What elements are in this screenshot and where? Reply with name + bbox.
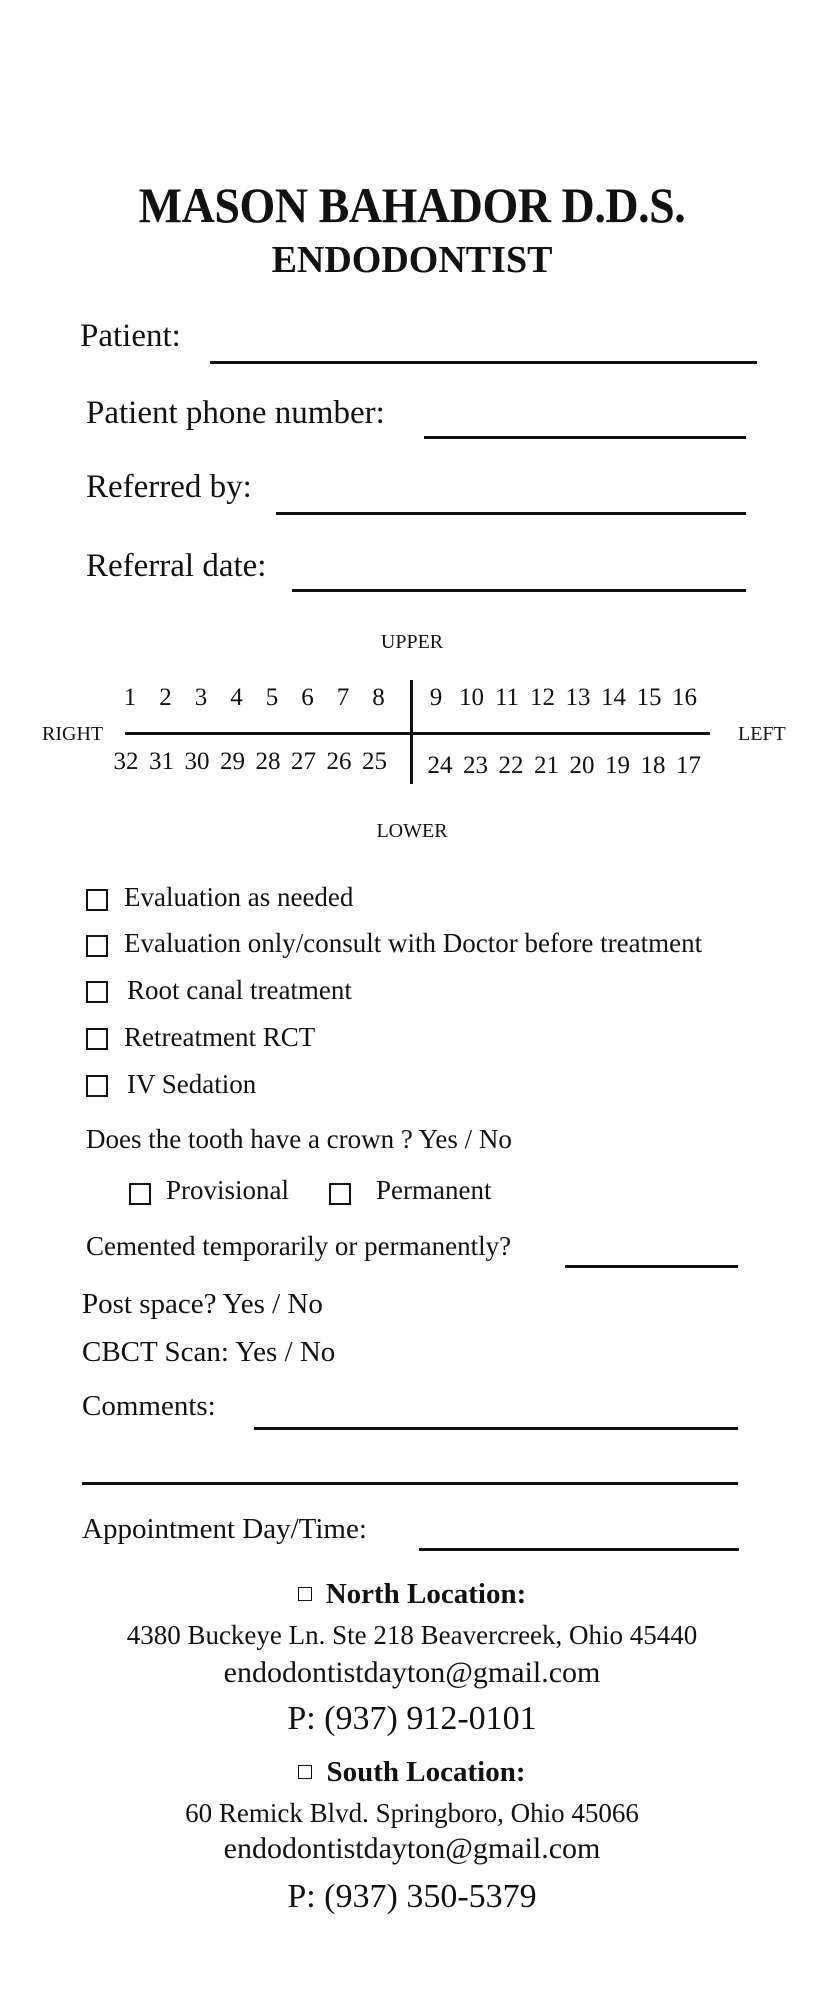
- tooth-number[interactable]: 16: [672, 684, 697, 711]
- practice-specialty: ENDODONTIST: [271, 239, 553, 281]
- tooth-number[interactable]: 8: [372, 684, 385, 711]
- patient-field[interactable]: [210, 361, 757, 364]
- tooth-number[interactable]: 18: [640, 752, 666, 779]
- post-space-question: Post space? Yes / No: [82, 1288, 323, 1320]
- permanent-label: Permanent: [376, 1175, 492, 1205]
- south-location-address: 60 Remick Blvd. Springboro, Ohio 45066: [185, 1798, 639, 1828]
- tooth-number[interactable]: 14: [601, 684, 626, 711]
- tooth-number[interactable]: 10: [459, 684, 484, 711]
- option-label: Evaluation as needed: [124, 882, 354, 912]
- checkbox-evaluation-only[interactable]: [86, 935, 108, 957]
- referral-date-field[interactable]: [292, 589, 746, 592]
- south-location-heading: [0, 1756, 824, 1789]
- option-label: Root canal treatment: [127, 975, 352, 1005]
- tooth-number[interactable]: 17: [676, 752, 701, 779]
- patient-phone-field[interactable]: [424, 436, 746, 439]
- south-location-email: endodontistdayton@gmail.com: [223, 1832, 601, 1865]
- tooth-number[interactable]: 13: [565, 684, 591, 711]
- south-location-title: South Location:: [326, 1756, 526, 1788]
- comments-field-line-1[interactable]: [254, 1427, 738, 1430]
- lower-label: LOWER: [376, 820, 448, 842]
- tooth-number[interactable]: 2: [159, 684, 172, 711]
- checkbox-retreatment-rct[interactable]: [86, 1028, 108, 1050]
- north-location-email: endodontistdayton@gmail.com: [223, 1656, 601, 1689]
- south-location-phone: P: (937) 350-5379: [287, 1878, 537, 1915]
- tooth-number[interactable]: 11: [494, 684, 520, 711]
- referred-by-label: Referred by:: [86, 469, 252, 505]
- tooth-number[interactable]: 20: [569, 752, 595, 779]
- tooth-number[interactable]: 6: [301, 684, 314, 711]
- right-label: RIGHT: [42, 723, 104, 745]
- tooth-number[interactable]: 23: [463, 752, 488, 779]
- option-label: Retreatment RCT: [124, 1022, 316, 1052]
- tooth-number[interactable]: 4: [230, 684, 243, 711]
- north-location-address: 4380 Buckeye Ln. Ste 218 Beavercreek, Ohio 45440: [126, 1620, 698, 1650]
- tooth-number[interactable]: 31: [149, 748, 174, 775]
- upper-label: UPPER: [380, 631, 444, 653]
- north-location-heading: [0, 1578, 824, 1611]
- tooth-number[interactable]: 1: [123, 684, 137, 711]
- cemented-label: Cemented temporarily or permanently?: [86, 1231, 512, 1261]
- cemented-field[interactable]: [565, 1265, 738, 1268]
- tooth-number[interactable]: 12: [530, 684, 555, 711]
- tooth-number[interactable]: 9: [429, 684, 443, 711]
- tooth-number[interactable]: 27: [291, 748, 316, 775]
- tooth-number[interactable]: 29: [220, 748, 245, 775]
- tooth-number[interactable]: 3: [194, 684, 208, 711]
- tooth-number[interactable]: 19: [605, 752, 630, 779]
- checkbox-south-location[interactable]: [298, 1765, 312, 1779]
- chart-vertical-divider: [410, 680, 413, 784]
- checkbox-root-canal[interactable]: [86, 981, 108, 1003]
- referral-date-label: Referral date:: [86, 548, 267, 584]
- tooth-number[interactable]: 28: [255, 748, 281, 775]
- left-label: LEFT: [738, 723, 786, 745]
- comments-field-line-2[interactable]: [82, 1482, 738, 1485]
- tooth-number[interactable]: 32: [113, 748, 139, 775]
- crown-question: Does the tooth have a crown ? Yes / No: [86, 1124, 512, 1154]
- checkbox-permanent[interactable]: [329, 1183, 351, 1205]
- north-location-phone: P: (937) 912-0101: [287, 1700, 537, 1737]
- tooth-number[interactable]: 22: [498, 752, 524, 779]
- tooth-number[interactable]: 26: [326, 748, 352, 775]
- appointment-field[interactable]: [419, 1548, 739, 1551]
- checkbox-evaluation-as-needed[interactable]: [86, 889, 108, 911]
- referred-by-field[interactable]: [276, 512, 746, 515]
- comments-label: Comments:: [82, 1390, 216, 1422]
- cbct-scan-question: CBCT Scan: Yes / No: [82, 1336, 336, 1368]
- tooth-number[interactable]: 25: [362, 748, 387, 775]
- north-location-title: North Location:: [325, 1578, 527, 1610]
- tooth-number[interactable]: 30: [184, 748, 210, 775]
- option-label: Evaluation only/consult with Doctor before treatment: [124, 928, 703, 958]
- chart-horizontal-divider: [125, 732, 710, 735]
- option-label: IV Sedation: [127, 1069, 257, 1099]
- tooth-number[interactable]: 24: [427, 752, 453, 779]
- patient-phone-label: Patient phone number:: [86, 395, 385, 431]
- practice-name: MASON BAHADOR D.D.S.: [138, 177, 686, 233]
- checkbox-north-location[interactable]: [298, 1587, 312, 1601]
- appointment-label: Appointment Day/Time:: [82, 1513, 367, 1545]
- patient-label: Patient:: [80, 318, 181, 354]
- provisional-label: Provisional: [166, 1175, 290, 1205]
- tooth-number[interactable]: 5: [265, 684, 279, 711]
- checkbox-provisional[interactable]: [129, 1183, 151, 1205]
- tooth-number[interactable]: 7: [336, 684, 350, 711]
- tooth-number[interactable]: 21: [534, 752, 559, 779]
- tooth-number[interactable]: 15: [636, 684, 662, 711]
- checkbox-iv-sedation[interactable]: [86, 1075, 108, 1097]
